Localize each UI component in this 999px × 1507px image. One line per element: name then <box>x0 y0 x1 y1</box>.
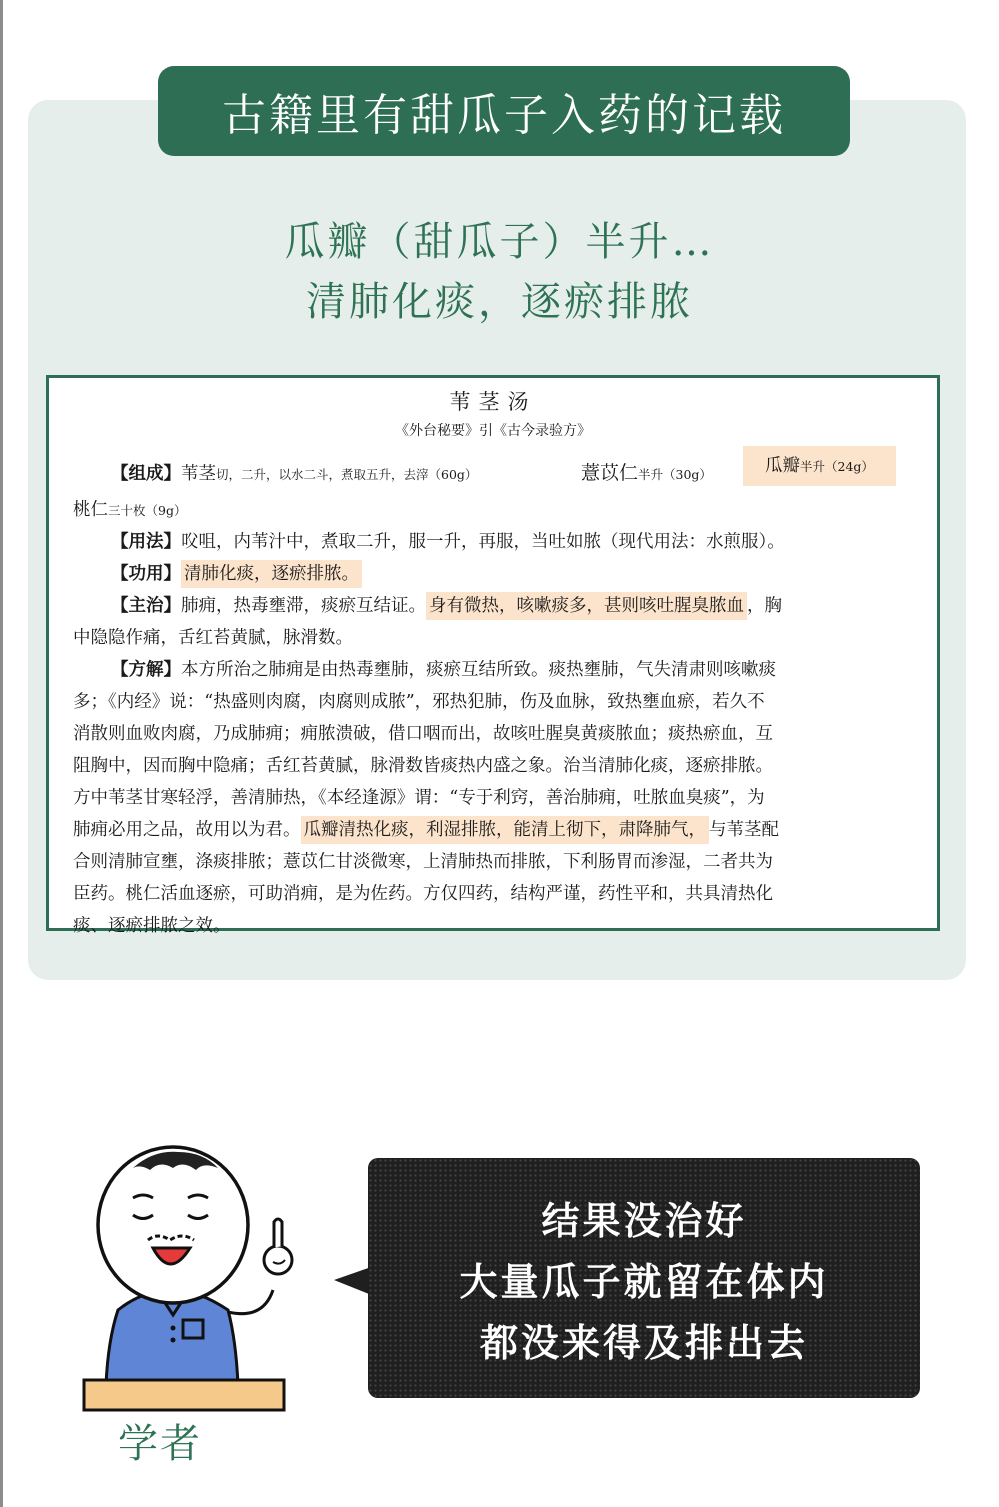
analysis-line-3: 消散则血败肉腐，乃成肺痈；痈脓溃破，借口咽而出，故咳吐腥臭黄痰脓血；痰热瘀血，互 <box>73 724 773 744</box>
analysis-line-8: 臣药。桃仁活血逐瘀，可助消痈，是为佐药。方仅四药，结构严谨，药性平和，共具清热化 <box>73 884 773 904</box>
quote-line-1: 瓜瓣（甜瓜子）半升… <box>284 219 715 265</box>
ingredient-peach-kernel: 桃仁 <box>73 500 108 520</box>
speech-line-1: 结果没治好 <box>541 1198 747 1243</box>
analysis-line-7: 合则清肺宣壅，涤痰排脓；薏苡仁甘淡微寒，上清肺热而排脓，下利肠胃而渗湿，二者共为 <box>73 852 773 872</box>
analysis-line-4: 阻胸中，因而胸中隐痛；舌红苔黄腻，脉滑数皆痰热内盛之象。治当清肺化痰，逐瘀排脓。 <box>73 756 773 776</box>
usage-text: 㕮咀，内苇汁中，煮取二升，服一升，再服，当吐如脓（现代用法：水煎服）。 <box>181 532 785 552</box>
indication-line-1 <box>111 592 782 617</box>
function-text: 清肺化痰，逐瘀排脓。 <box>181 560 362 588</box>
speech-line-2: 大量瓜子就留在体内 <box>459 1259 829 1304</box>
composition-line-1 <box>111 460 477 485</box>
indication-text-b: ，胸 <box>747 596 782 616</box>
function-heading: 【功用】 <box>111 564 181 584</box>
analysis-text-6b: 与苇茎配 <box>709 820 779 840</box>
analysis-line-9: 痰、逐瘀排脓之效。 <box>73 916 231 936</box>
ingredient-reed-stem: 苇茎 <box>181 464 216 484</box>
composition-line-1b <box>581 458 712 485</box>
composition-line-2 <box>73 496 186 521</box>
analysis-line-6 <box>73 816 779 841</box>
ingredient-coix-seed-detail: 半升（30g） <box>638 467 712 482</box>
ingredient-reed-stem-detail: 切，二升，以水二斗，煮取五升，去滓（60g） <box>216 467 478 482</box>
speech-bubble <box>368 1158 920 1398</box>
ingredient-melon-seed-detail: 半升（24g） <box>800 459 874 474</box>
scholar-character-illustration <box>78 1140 318 1420</box>
function-line <box>111 560 362 585</box>
highlight-melon-seed <box>743 446 896 486</box>
ingredient-melon-seed: 瓜瓣 <box>765 456 800 476</box>
usage-line <box>111 528 785 553</box>
title-banner: 古籍里有甜瓜子入药的记载 <box>158 66 850 156</box>
indication-highlight: 身有微热，咳嗽痰多，甚则咳吐腥臭脓血 <box>426 592 747 620</box>
analysis-highlight: 瓜瓣清热化痰，利湿排脓，能清上彻下，肃降肺气， <box>301 816 710 844</box>
indication-line-2: 中隐隐作痛，舌红苔黄腻，脉滑数。 <box>73 628 353 648</box>
indication-text-a: 肺痈，热毒壅滞，痰瘀互结证。 <box>181 596 426 616</box>
analysis-line-1 <box>111 656 776 681</box>
analysis-heading: 【方解】 <box>111 660 181 680</box>
indication-heading: 【主治】 <box>111 596 181 616</box>
document-source: 《外台秘要》引《古今录验方》 <box>395 423 591 439</box>
speaker-label: 学者 <box>118 1421 202 1467</box>
ingredient-peach-kernel-detail: 三十枚（9g） <box>108 503 187 518</box>
ingredient-coix-seed: 薏苡仁 <box>581 462 639 484</box>
composition-line-1c <box>743 452 896 477</box>
quote-line-2: 清肺化痰，逐瘀排脓 <box>306 279 693 325</box>
speech-line-3: 都没来得及排出去 <box>479 1320 808 1365</box>
composition-heading: 【组成】 <box>111 464 181 484</box>
analysis-line-2: 多；《内经》说：“热盛则肉腐，肉腐则成脓”，邪热犯肺，伤及血脉，致热壅血瘀，若久不 <box>73 692 765 712</box>
usage-heading: 【用法】 <box>111 532 181 552</box>
prescription-document <box>46 375 940 936</box>
document-title: 苇茎汤 <box>449 390 537 414</box>
analysis-text-1: 本方所治之肺痈是由热毒壅肺，痰瘀互结所致。痰热壅肺，气失清肃则咳嗽痰 <box>181 660 776 680</box>
analysis-line-5: 方中苇茎甘寒轻浮，善清肺热，《本经逢源》谓：“专于利窍，善治肺痈，吐脓血臭痰”，为 <box>73 788 765 808</box>
analysis-text-6a: 肺痈必用之品，故用以为君。 <box>73 820 301 840</box>
